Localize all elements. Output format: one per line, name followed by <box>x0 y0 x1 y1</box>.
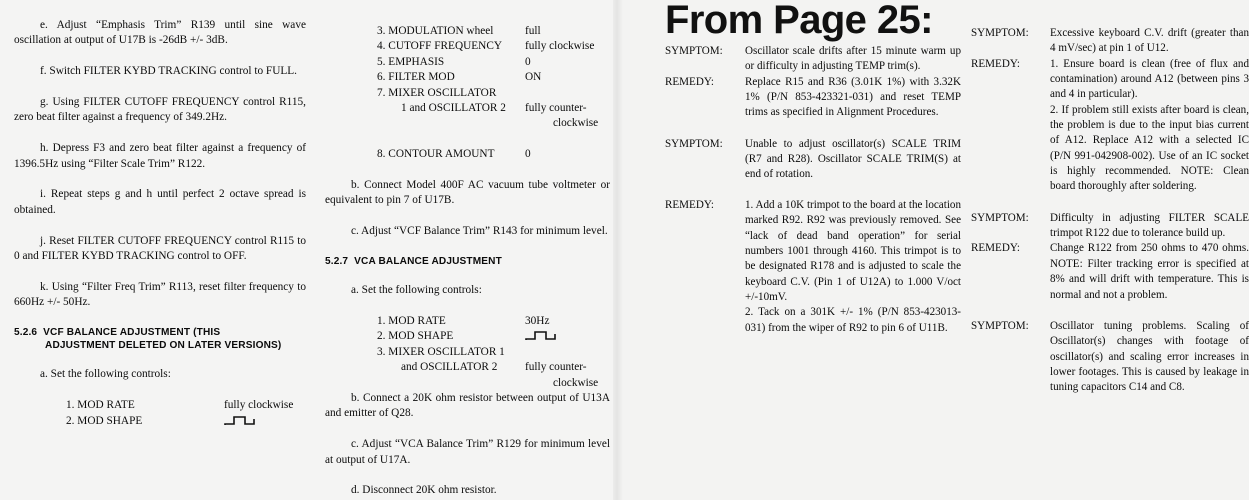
control-row <box>325 24 610 39</box>
step-i-paragraph: i. Repeat steps g and h until perfect 2 octave spread is obtained. <box>14 188 306 216</box>
symptom-label: SYMPTOM: <box>971 27 1029 39</box>
control-name: 2. MOD SHAPE <box>377 330 454 343</box>
control-value <box>525 345 610 360</box>
control-settings-list-a <box>14 398 306 429</box>
remedy-block <box>665 75 961 121</box>
section-number: 5.2.6 <box>14 327 38 339</box>
step-b-paragraph-vca: b. Connect a 20K ohm resistor between output of U13A and emitter of Q28. <box>325 392 610 420</box>
control-name: 3. MIXER OSCILLATOR 1 <box>377 345 505 358</box>
control-name: 8. CONTOUR AMOUNT <box>377 148 495 161</box>
remedy-text-continued: 2. Tack on a 301K +/- 1% (P/N 853-423013-031) from the wiper of R92 to pin 6 of U11B. <box>745 306 961 334</box>
control-value <box>525 329 610 344</box>
control-value: fully counter- <box>525 361 587 374</box>
section-heading-5-2-6 <box>14 326 306 352</box>
control-name: 2. MOD SHAPE <box>66 414 143 427</box>
control-name: 4. CUTOFF FREQUENCY <box>377 40 503 53</box>
control-row <box>325 376 610 391</box>
control-name: 1. MOD RATE <box>377 315 446 328</box>
control-row <box>14 414 306 429</box>
symptom-text: Excessive keyboard C.V. drift (greater than 4 mV/sec) at pin 1 of U12. <box>1050 27 1249 55</box>
symptom-block <box>971 211 1249 242</box>
control-name: 1 and OSCILLATOR 2 <box>401 102 506 115</box>
symptom-block <box>971 26 1249 57</box>
control-row <box>325 314 610 329</box>
step-j-paragraph: j. Reset FILTER CUTOFF FREQUENCY control R115 to 0 and FILTER KYBD TRACKING control to OFF. <box>14 234 306 263</box>
symptom-remedy-entry <box>971 26 1249 195</box>
troubleshooting-column-1 <box>665 44 961 336</box>
control-name <box>325 116 525 131</box>
control-value: clockwise <box>553 376 599 389</box>
control-name: 3. MODULATION wheel <box>377 25 494 37</box>
symptom-label: SYMPTOM: <box>971 211 1029 224</box>
left-page-sheet <box>0 0 617 500</box>
control-row <box>325 147 610 162</box>
symptom-text: Oscillator tuning problems. Scaling of Oscillator(s) changes with footage of oscillator(s) and scaling error increases in lower footages. This is caused by leakage in tuning capacitors C14 and C8. <box>1050 319 1249 394</box>
remedy-block <box>971 57 1249 103</box>
control-value: fully clockwise <box>224 399 294 412</box>
pulse-wave-icon <box>224 415 257 426</box>
control-value <box>224 414 306 429</box>
control-value: 0 <box>525 55 531 68</box>
right-page-sheet <box>623 0 1249 500</box>
symptom-text: Oscillator scale drifts after 15 minute warm up or difficulty in adjusting TEMP trim(s). <box>745 45 961 73</box>
pulse-wave-icon <box>525 330 558 341</box>
remedy-label: REMEDY: <box>971 57 1020 70</box>
remedy-label: REMEDY: <box>665 199 714 212</box>
control-row <box>325 101 610 116</box>
step-e-paragraph: e. Adjust “Emphasis Trim” R139 until sine wave oscillation at output of U17B is -26dB +/- 3dB. <box>14 19 306 47</box>
section-title-line1: VCF BALANCE ADJUSTMENT (THIS <box>43 327 221 339</box>
symptom-block <box>665 44 961 75</box>
control-value: fully counter- <box>525 102 587 115</box>
page-edge-divider <box>613 0 623 500</box>
control-value: clockwise <box>553 117 599 130</box>
control-settings-list-vca <box>325 314 610 391</box>
control-settings-list-b-continued <box>325 24 610 163</box>
symptom-remedy-entry <box>971 319 1249 396</box>
control-name: 5. EMPHASIS <box>377 55 445 68</box>
control-row <box>14 398 306 413</box>
section-title-line1: VCA BALANCE ADJUSTMENT <box>354 256 502 268</box>
remedy-block <box>971 241 1249 302</box>
section-title-line2: ADJUSTMENT DELETED ON LATER VERSIONS) <box>45 340 282 352</box>
symptom-label: SYMPTOM: <box>665 137 723 150</box>
symptom-remedy-entry <box>665 44 961 121</box>
symptom-remedy-entry <box>665 137 961 336</box>
left-page-column-b <box>325 0 610 499</box>
section-number: 5.2.7 <box>325 256 349 268</box>
step-b-paragraph-vcf: b. Connect Model 400F AC vacuum tube voltmeter or equivalent to pin 7 of U17B. <box>325 179 610 207</box>
step-k-paragraph: k. Using “Filter Freq Trim” R113, reset filter frequency to 660Hz +/- 50Hz. <box>14 280 306 309</box>
step-c-paragraph-vcf: c. Adjust “VCF Balance Trim” R143 for minimum level. <box>351 225 608 238</box>
step-a-paragraph-b: a. Set the following controls: <box>351 284 482 297</box>
page-title: From Page 25: <box>665 0 933 42</box>
left-page-column-a <box>14 0 306 444</box>
remedy-text-continued: 2. If problem still exists after board is clean, the problem is due to the input bias current of A12. Replace A12 with a selected IC (P/N 991-042908-002). Use of an IC socket is highly recommended. NOTE: Clean board thoroughly after soldering. <box>1050 103 1249 193</box>
control-name: 7. MIXER OSCILLATOR <box>377 86 497 99</box>
control-name: and OSCILLATOR 2 <box>401 361 498 374</box>
control-row <box>325 329 610 344</box>
control-row <box>325 86 610 101</box>
remedy-text: Change R122 from 250 ohms to 470 ohms. NOTE: Filter tracking error is specified at 8% and will drift with temperature. This is normal and not a problem. <box>1050 242 1249 301</box>
control-row <box>325 55 610 70</box>
control-row <box>325 345 610 360</box>
step-g-paragraph: g. Using FILTER CUTOFF FREQUENCY control R115, zero beat filter against a frequency of 349.2Hz. <box>14 96 306 124</box>
remedy-block <box>665 198 961 305</box>
symptom-text: Unable to adjust oscillator(s) SCALE TRIM (R7 and R28). Oscillator SCALE TRIM(S) at end of rotation. <box>745 137 961 181</box>
step-h-paragraph: h. Depress F3 and zero beat filter against a frequency of 1396.5Hz using “Filter Scale Trim” R122. <box>14 142 306 170</box>
remedy-text: Replace R15 and R36 (3.01K 1%) with 3.32K 1% (P/N 853-423321-031) and reset TEMP trims as specified in Alignment Procedures. <box>745 75 961 119</box>
symptom-remedy-entry <box>971 211 1249 303</box>
section-heading-5-2-7 <box>325 255 610 268</box>
remedy-text: 1. Ensure board is clean (free of flux and contamination) around A12 (between pins 3 and 4 in particular). <box>1050 57 1249 101</box>
control-value: 30Hz <box>525 315 550 328</box>
symptom-label: SYMPTOM: <box>665 45 723 57</box>
control-name: 1. MOD RATE <box>66 399 135 412</box>
symptom-label: SYMPTOM: <box>971 319 1029 332</box>
control-value: full <box>525 25 541 37</box>
remedy-label: REMEDY: <box>971 242 1020 255</box>
symptom-text: Difficulty in adjusting FILTER SCALE trimpot R122 due to tolerance build up. <box>1050 211 1249 240</box>
control-row <box>325 39 610 54</box>
control-name <box>325 376 525 391</box>
control-row <box>325 360 610 375</box>
troubleshooting-column-2 <box>971 26 1249 396</box>
control-value: ON <box>525 71 542 84</box>
symptom-block <box>665 137 961 183</box>
control-value: fully clockwise <box>525 40 595 53</box>
step-c-paragraph-vca: c. Adjust “VCA Balance Trim” R129 for minimum level at output of U17A. <box>325 438 610 466</box>
control-row <box>325 70 610 85</box>
remedy-text: 1. Add a 10K trimpot to the board at the location marked R92. R92 was previously removed. See “lack of dead band operation” for serial numbers 1001 through 4160. This trimpot is to be designated R178 and is adjusted to scale the keyboard C.V. (Pin 1 of U12A) to 1.000 V/oct +/-10mV. <box>745 199 961 304</box>
remedy-label: REMEDY: <box>665 75 714 88</box>
step-f-paragraph: f. Switch FILTER KYBD TRACKING control to FULL. <box>40 65 298 78</box>
step-a-paragraph-a: a. Set the following controls: <box>40 368 171 381</box>
step-d-paragraph-vca: d. Disconnect 20K ohm resistor. <box>351 484 497 497</box>
control-value <box>525 86 610 101</box>
control-value: 0 <box>525 148 531 161</box>
control-row <box>325 116 610 131</box>
control-name: 6. FILTER MOD <box>377 71 455 84</box>
symptom-block <box>971 319 1249 396</box>
